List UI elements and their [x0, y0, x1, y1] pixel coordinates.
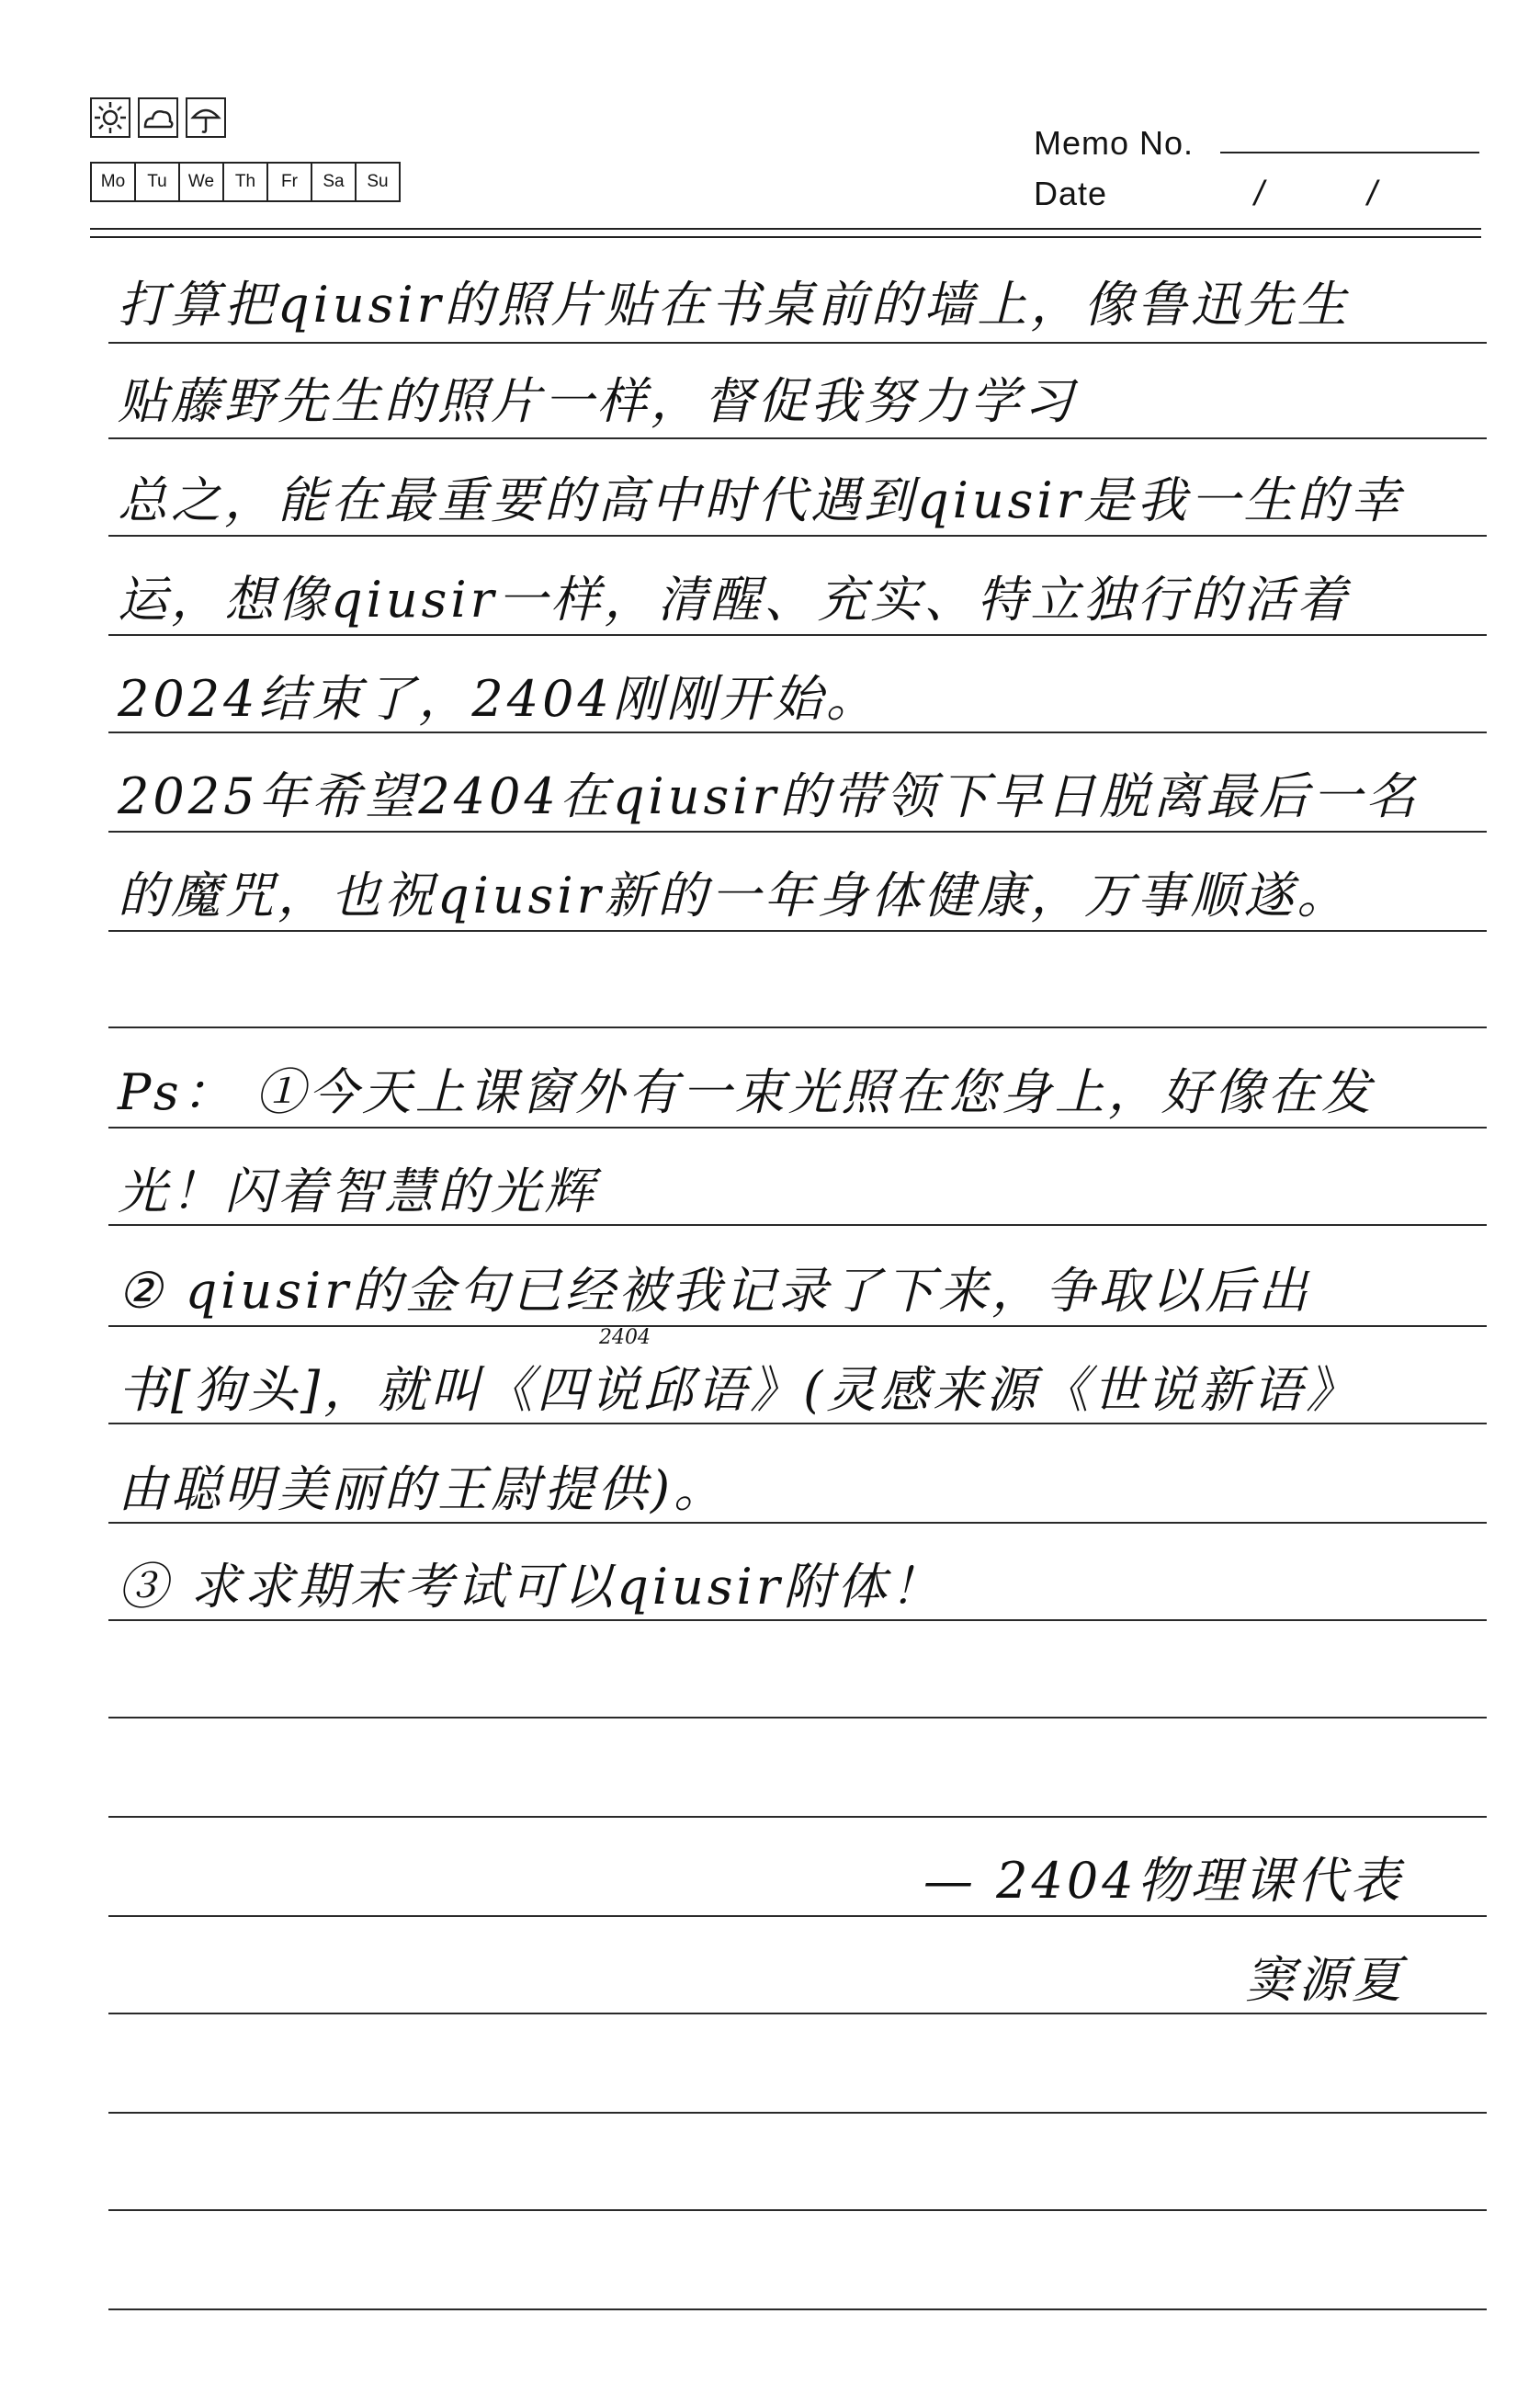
rule-line [108, 1325, 1487, 1327]
day-fr: Fr [266, 162, 312, 202]
signature-name: 窦源夏 [1245, 1951, 1405, 2009]
rule-line [108, 1915, 1487, 1917]
umbrella-icon [186, 97, 226, 138]
memo-no-field [1220, 152, 1479, 153]
text-line: 2025年希望2404在qiusir的带领下早日脱离最后一名 [118, 767, 1420, 825]
signature-title: — 2404物理课代表 [923, 1852, 1404, 1910]
rule-line [108, 1816, 1487, 1818]
text-line: 打算把qiusir的照片贴在书桌前的墙上，像鲁迅先生 [118, 276, 1351, 334]
text-line: 贴藤野先生的照片一样，督促我努力学习 [118, 372, 1077, 430]
rule-line [108, 930, 1487, 932]
date-separator: / [1254, 175, 1264, 213]
text-line: ③ 求求期末考试可以qiusir附体！ [118, 1558, 944, 1616]
day-tu: Tu [134, 162, 180, 202]
weather-icons [90, 97, 226, 138]
rule-line [108, 2013, 1487, 2014]
rule-line [108, 437, 1487, 439]
text-line: 总之，能在最重要的高中时代遇到qiusir是我一生的幸 [118, 471, 1404, 529]
text-line: 书[狗头]，就叫《四说邱语》(灵感来源《世说新语》 [118, 1361, 1360, 1419]
day-th: Th [222, 162, 268, 202]
cloud-icon [138, 97, 178, 138]
rule-line [108, 1127, 1487, 1129]
text-line: 2024结束了，2404刚刚开始。 [118, 670, 879, 728]
date-separator: / [1367, 175, 1377, 213]
rule-line [108, 1224, 1487, 1226]
day-su: Su [355, 162, 401, 202]
rule-line [108, 1423, 1487, 1424]
rule-line [108, 2209, 1487, 2211]
day-mo: Mo [90, 162, 136, 202]
rule-line [108, 2112, 1487, 2114]
rule-line [108, 1522, 1487, 1524]
text-line: Ps： ①今天上课窗外有一束光照在您身上，好像在发 [118, 1063, 1375, 1121]
text-line: 光！闪着智慧的光辉 [118, 1163, 597, 1220]
rule-line [108, 732, 1487, 733]
sun-icon [90, 97, 130, 138]
rule-line [108, 342, 1487, 344]
day-we: We [178, 162, 224, 202]
rule-line [108, 634, 1487, 636]
inline-annotation: 2404 [599, 1326, 651, 1349]
text-line: 运，想像qiusir一样，清醒、充实、特立独行的活着 [118, 571, 1351, 629]
header-divider [90, 236, 1481, 238]
text-line: 由聪明美丽的王尉提供)。 [118, 1460, 728, 1518]
rule-line [108, 2308, 1487, 2310]
date-label: Date [1034, 175, 1108, 212]
text-line: 的魔咒，也祝qiusir新的一年身体健康，万事顺遂。 [118, 867, 1351, 924]
day-sa: Sa [311, 162, 357, 202]
rule-line [108, 1027, 1487, 1028]
rule-line [108, 1619, 1487, 1621]
memo-no-label: Memo No. [1034, 124, 1195, 162]
rule-line [108, 535, 1487, 537]
rule-line [108, 1717, 1487, 1718]
text-line: ② qiusir的金句已经被我记录了下来，争取以后出 [118, 1262, 1311, 1320]
header-divider [90, 228, 1481, 230]
day-selector [90, 162, 399, 202]
rule-line [108, 831, 1487, 833]
